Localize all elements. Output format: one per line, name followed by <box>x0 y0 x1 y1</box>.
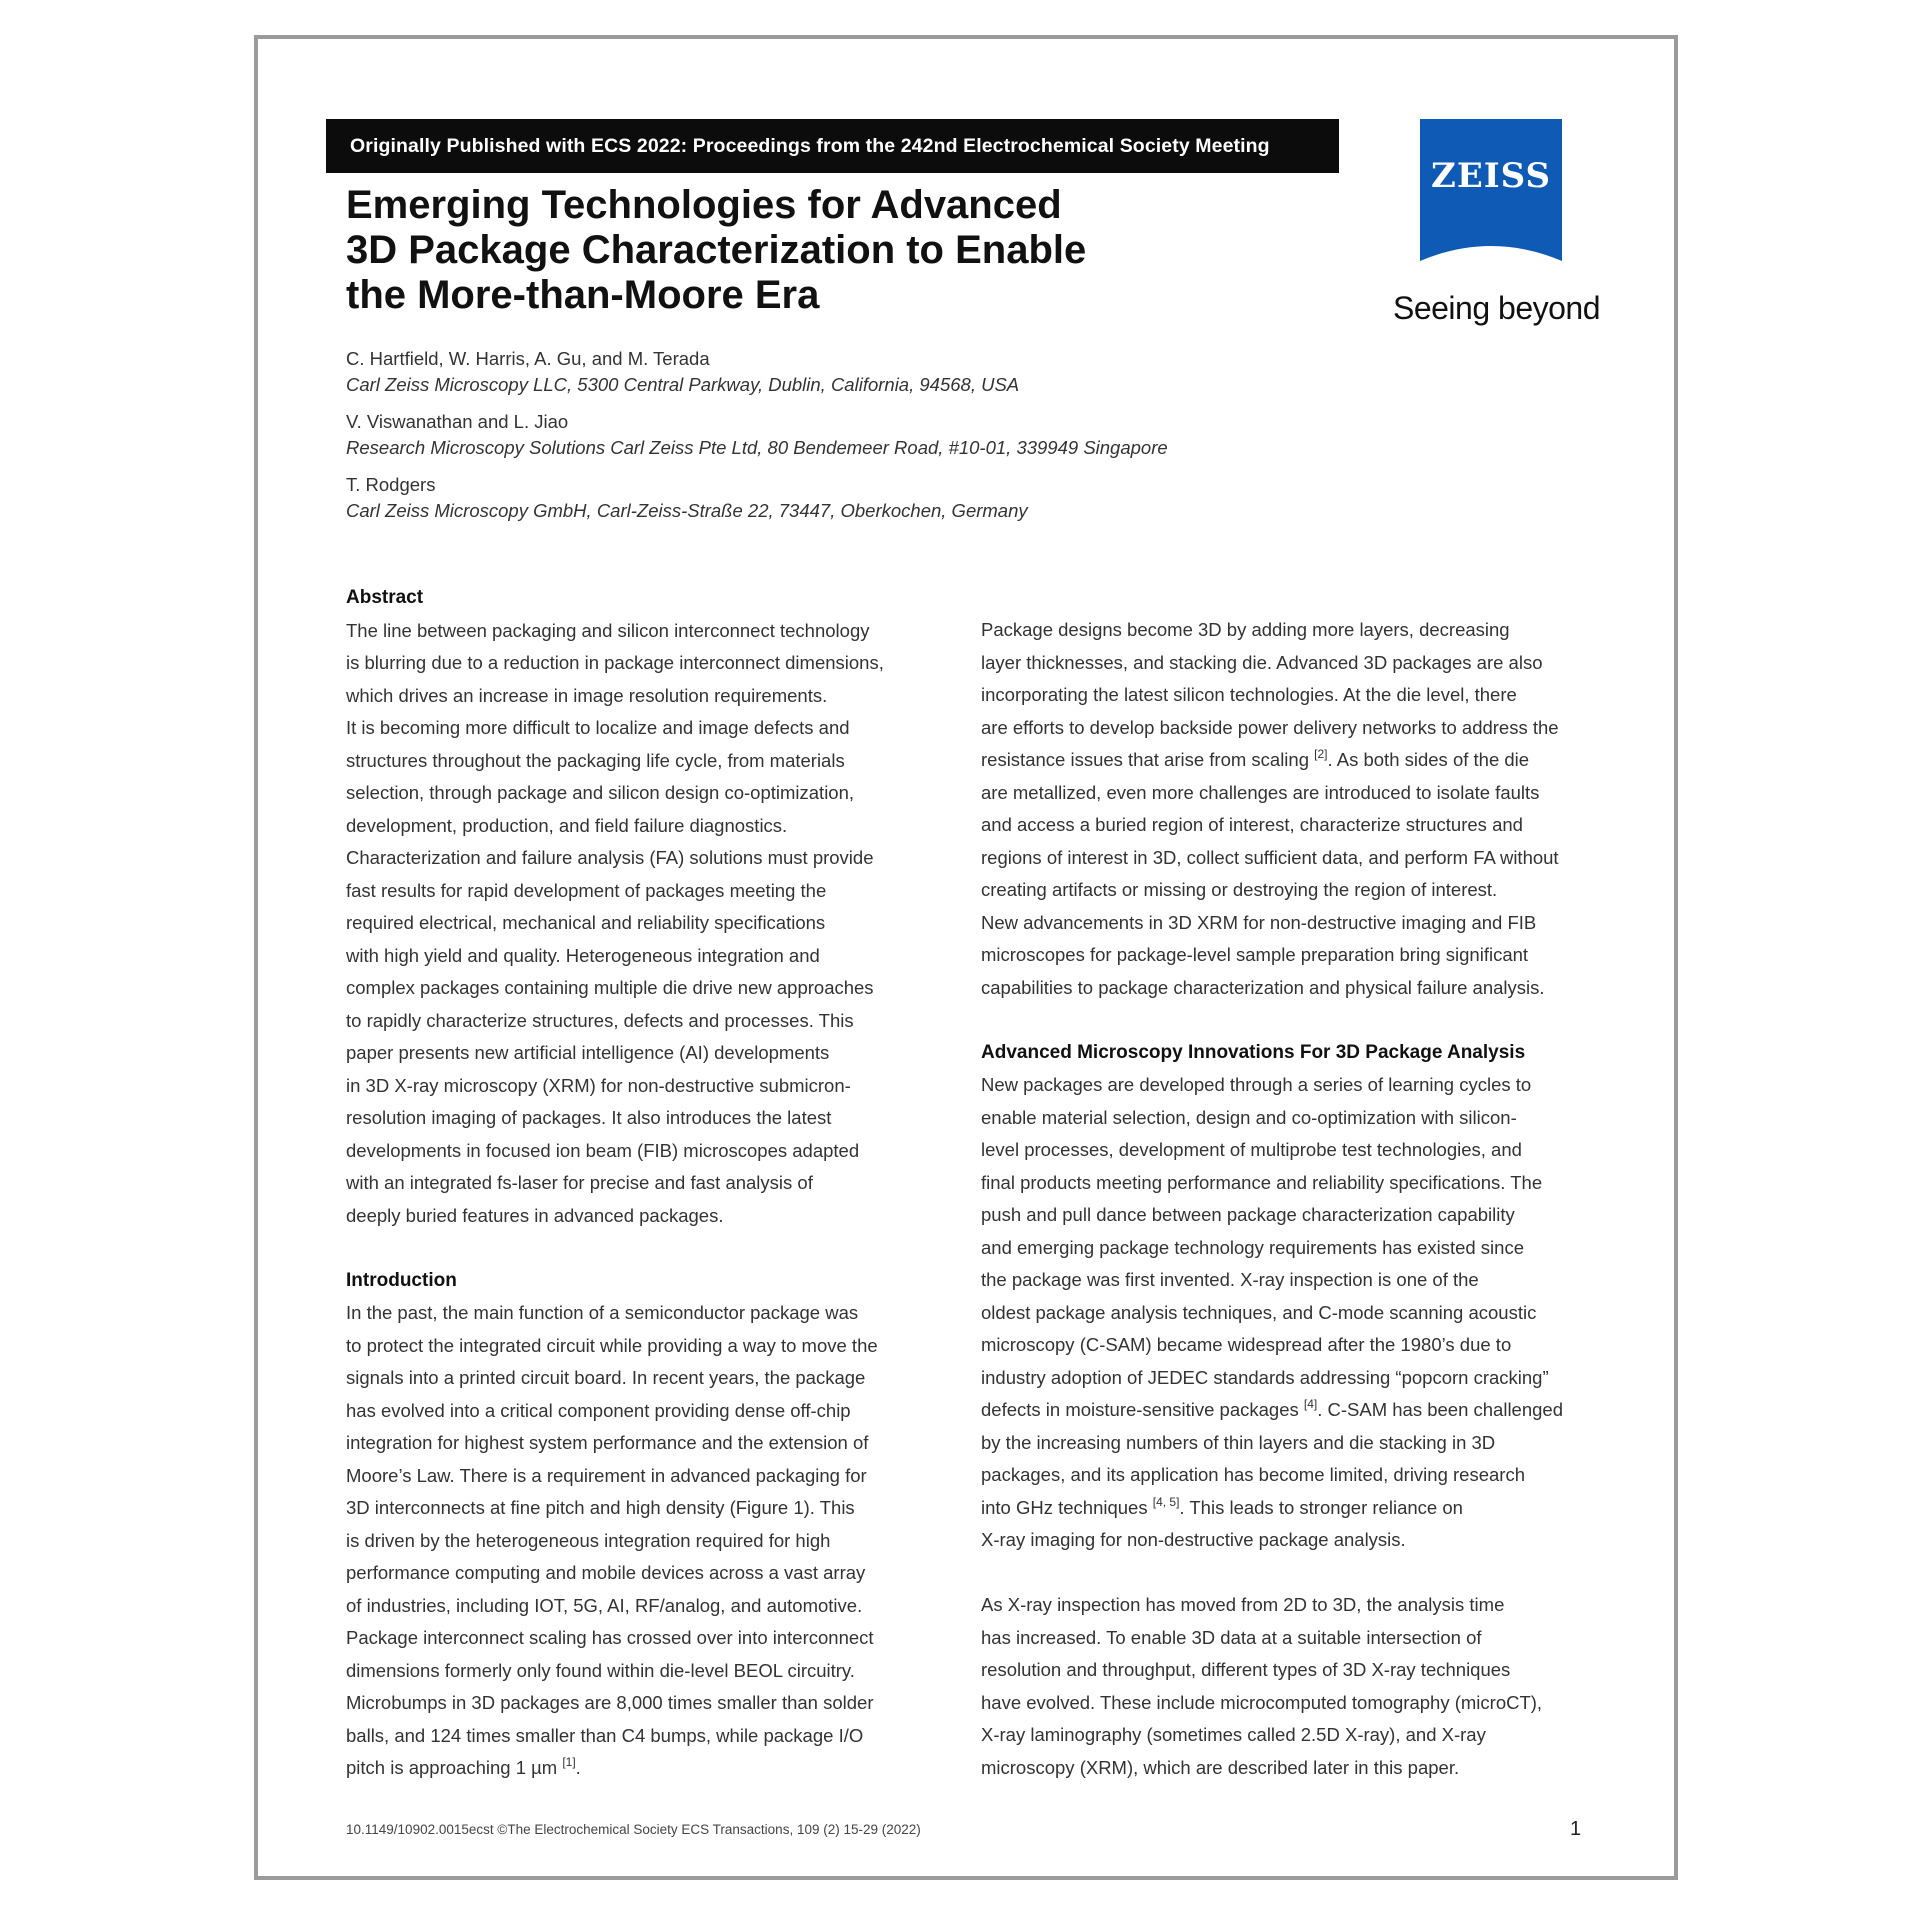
package-design-text <box>981 614 1581 1004</box>
abstract-text <box>346 615 946 1233</box>
xray-inspection-text <box>981 1589 1581 1784</box>
text-line: by the increasing numbers of thin layers and die stacking in 3D <box>981 1431 1496 1453</box>
author-names: V. Viswanathan and L. Jiao <box>346 411 569 432</box>
text-line: which drives an increase in image resolution requirements. <box>346 684 828 706</box>
text-line <box>981 744 1581 777</box>
citation-ref: [1] <box>562 1755 576 1769</box>
text-line: New advancements in 3D XRM for non-destructive imaging and FIB <box>981 911 1537 933</box>
text-line: It is becoming more difficult to localize and image defects and <box>346 717 850 738</box>
author-affiliation: Carl Zeiss Microscopy GmbH, Carl-Zeiss-Straße 22, 73447, Oberkochen, Germany <box>346 500 1028 521</box>
text-line: and emerging package technology requirements has existed since <box>981 1236 1524 1258</box>
text-line: resolution and throughput, different types of 3D X-ray techniques <box>981 1659 1511 1680</box>
title-line: 3D Package Characterization to Enable <box>346 228 1087 272</box>
title-line: the More-than-Moore Era <box>346 273 820 317</box>
text-line: creating artifacts or missing or destroying the region of interest. <box>981 879 1498 900</box>
author-group <box>346 472 1346 524</box>
text-line: push and pull dance between package characterization capability <box>981 1204 1515 1225</box>
text-line: are efforts to develop backside power delivery networks to address the <box>981 716 1559 738</box>
text-line: structures throughout the packaging life cycle, from materials <box>346 749 845 771</box>
paper-title <box>346 183 1146 318</box>
text-line: integration for highest system performance and the extension of <box>346 1432 869 1453</box>
text-line: is blurring due to a reduction in package interconnect dimensions, <box>346 652 884 673</box>
text-line: has evolved into a critical component providing dense off-chip <box>346 1399 851 1421</box>
text-line: layer thicknesses, and stacking die. Advanced 3D packages are also <box>981 651 1543 673</box>
text-line: have evolved. These include microcomputed tomography (microCT), <box>981 1691 1543 1713</box>
text-line: with high yield and quality. Heterogeneous integration and <box>346 944 820 966</box>
text-line: As X-ray inspection has moved from 2D to 3D, the analysis time <box>981 1594 1505 1615</box>
text-line: is driven by the heterogeneous integration required for high <box>346 1529 831 1551</box>
introduction-heading: Introduction <box>346 1269 457 1291</box>
author-affiliation: Carl Zeiss Microscopy LLC, 5300 Central Parkway, Dublin, California, 94568, USA <box>346 374 1020 395</box>
right-column <box>981 614 1581 1784</box>
text-line: and access a buried region of interest, characterize structures and <box>981 814 1523 835</box>
text-line: X-ray laminography (sometimes called 2.5D X-ray), and X-ray <box>981 1724 1486 1745</box>
text-line: capabilities to package characterization and physical failure analysis. <box>981 976 1545 998</box>
text-line: developments in focused ion beam (FIB) microscopes adapted <box>346 1139 860 1161</box>
text-line: fast results for rapid development of packages meeting the <box>346 879 827 901</box>
text-line: New packages are developed through a series of learning cycles to <box>981 1074 1532 1095</box>
author-names: C. Hartfield, W. Harris, A. Gu, and M. Terada <box>346 348 710 369</box>
doi-footer: 10.1149/10902.0015ecst ©The Electrochemical Society ECS Transactions, 109 (2) 15-29 (2022) <box>346 1822 921 1837</box>
text-line: paper presents new artificial intelligence (AI) developments <box>346 1042 830 1063</box>
author-names: T. Rodgers <box>346 474 436 495</box>
text-line: Package interconnect scaling has crossed over into interconnect <box>346 1627 874 1648</box>
text-line: Characterization and failure analysis (FA) solutions must provide <box>346 847 874 868</box>
text-line: dimensions formerly only found within die-level BEOL circuitry. <box>346 1659 855 1681</box>
author-list <box>346 346 1346 535</box>
text-line: the package was first invented. X-ray inspection is one of the <box>981 1269 1479 1290</box>
text-line: complex packages containing multiple die drive new approaches <box>346 977 874 998</box>
text-fragment: resistance issues that arise from scaling <box>981 749 1315 770</box>
author-group <box>346 346 1346 398</box>
text-fragment: . <box>575 1757 581 1778</box>
text-line: with an integrated fs-laser for precise and fast analysis of <box>346 1172 813 1193</box>
text-line: oldest package analysis techniques, and C-mode scanning acoustic <box>981 1301 1537 1323</box>
text-line: The line between packaging and silicon interconnect technology <box>346 619 870 641</box>
text-line: performance computing and mobile devices across a vast array <box>346 1562 866 1583</box>
text-fragment: defects in moisture-sensitive packages <box>981 1399 1304 1420</box>
text-line: Microbumps in 3D packages are 8,000 times smaller than solder <box>346 1692 874 1713</box>
text-line: microscopes for package-level sample preparation bring significant <box>981 944 1529 965</box>
paragraph-gap <box>981 1004 1581 1037</box>
text-line: X-ray imaging for non-destructive package analysis. <box>981 1529 1406 1550</box>
text-fragment: . This leads to stronger reliance on <box>1179 1496 1463 1518</box>
text-fragment: pitch is approaching 1 µm <box>346 1757 563 1778</box>
text-line: selection, through package and silicon design co-optimization, <box>346 782 855 803</box>
text-line: to protect the integrated circuit while providing a way to move the <box>346 1334 878 1356</box>
text-line: final products meeting performance and reliability specifications. The <box>981 1171 1543 1193</box>
text-line: signals into a printed circuit board. In recent years, the package <box>346 1367 866 1388</box>
text-line: are metallized, even more challenges are introduced to isolate faults <box>981 781 1540 803</box>
text-line: Moore’s Law. There is a requirement in advanced packaging for <box>346 1464 867 1486</box>
zeiss-logo <box>1420 119 1562 261</box>
text-line: Package designs become 3D by adding more layers, decreasing <box>981 619 1510 640</box>
text-line: microscopy (C-SAM) became widespread after the 1980’s due to <box>981 1334 1512 1355</box>
text-line: industry adoption of JEDEC standards addressing “popcorn cracking” <box>981 1366 1549 1388</box>
abstract-heading: Abstract <box>346 587 424 608</box>
text-line: required electrical, mechanical and reliability specifications <box>346 912 826 933</box>
author-group <box>346 409 1346 461</box>
text-fragment: . As both sides of the die <box>1327 749 1530 770</box>
text-line: development, production, and field failure diagnostics. <box>346 814 788 836</box>
text-line <box>346 1752 946 1785</box>
introduction-text <box>346 1297 946 1785</box>
citation-ref: [4, 5] <box>1152 1494 1180 1509</box>
text-line: incorporating the latest silicon technologies. At the die level, there <box>981 684 1517 705</box>
advanced-microscopy-heading: Advanced Microscopy Innovations For 3D Package Analysis <box>981 1041 1526 1063</box>
publication-banner: Originally Published with ECS 2022: Proceedings from the 242nd Electrochemical Society Meeting <box>326 119 1339 173</box>
text-line: enable material selection, design and co-optimization with silicon- <box>981 1106 1517 1128</box>
tagline: Seeing beyond <box>1392 290 1600 326</box>
text-line: In the past, the main function of a semiconductor package was <box>346 1302 859 1323</box>
text-line: regions of interest in 3D, collect sufficient data, and perform FA without <box>981 846 1559 868</box>
text-fragment: . C-SAM has been challenged <box>1317 1399 1564 1420</box>
text-line: of industries, including IOT, 5G, AI, RF/analog, and automotive. <box>346 1594 863 1616</box>
text-line <box>981 1492 1581 1525</box>
page-number: 1 <box>1570 1818 1582 1840</box>
advanced-microscopy-text <box>981 1069 1581 1557</box>
text-line: deeply buried features in advanced packages. <box>346 1204 724 1226</box>
text-line: resolution imaging of packages. It also introduces the latest <box>346 1107 832 1128</box>
text-line: balls, and 124 times smaller than C4 bumps, while package I/O <box>346 1724 864 1746</box>
text-line: in 3D X-ray microscopy (XRM) for non-destructive submicron- <box>346 1074 851 1096</box>
text-line: packages, and its application has become limited, driving research <box>981 1464 1525 1485</box>
author-affiliation: Research Microscopy Solutions Carl Zeiss Pte Ltd, 80 Bendemeer Road, #10-01, 339949 Singapore <box>346 437 1168 458</box>
title-line: Emerging Technologies for Advanced <box>346 183 1062 227</box>
text-line <box>981 1394 1581 1427</box>
paragraph-gap <box>981 1557 1581 1590</box>
text-line: has increased. To enable 3D data at a suitable intersection of <box>981 1626 1482 1648</box>
text-line: 3D interconnects at fine pitch and high density (Figure 1). This <box>346 1497 855 1518</box>
zeiss-logo-text: ZEISS <box>1431 156 1551 196</box>
citation-ref: [4] <box>1303 1397 1318 1411</box>
text-fragment: into GHz techniques <box>981 1496 1153 1518</box>
citation-ref: [2] <box>1314 747 1328 761</box>
text-line: level processes, development of multiprobe test technologies, and <box>981 1139 1522 1160</box>
text-line: to rapidly characterize structures, defects and processes. This <box>346 1009 854 1031</box>
text-line: microscopy (XRM), which are described later in this paper. <box>981 1756 1460 1778</box>
paragraph-gap <box>346 1232 946 1265</box>
left-column <box>346 582 946 1785</box>
